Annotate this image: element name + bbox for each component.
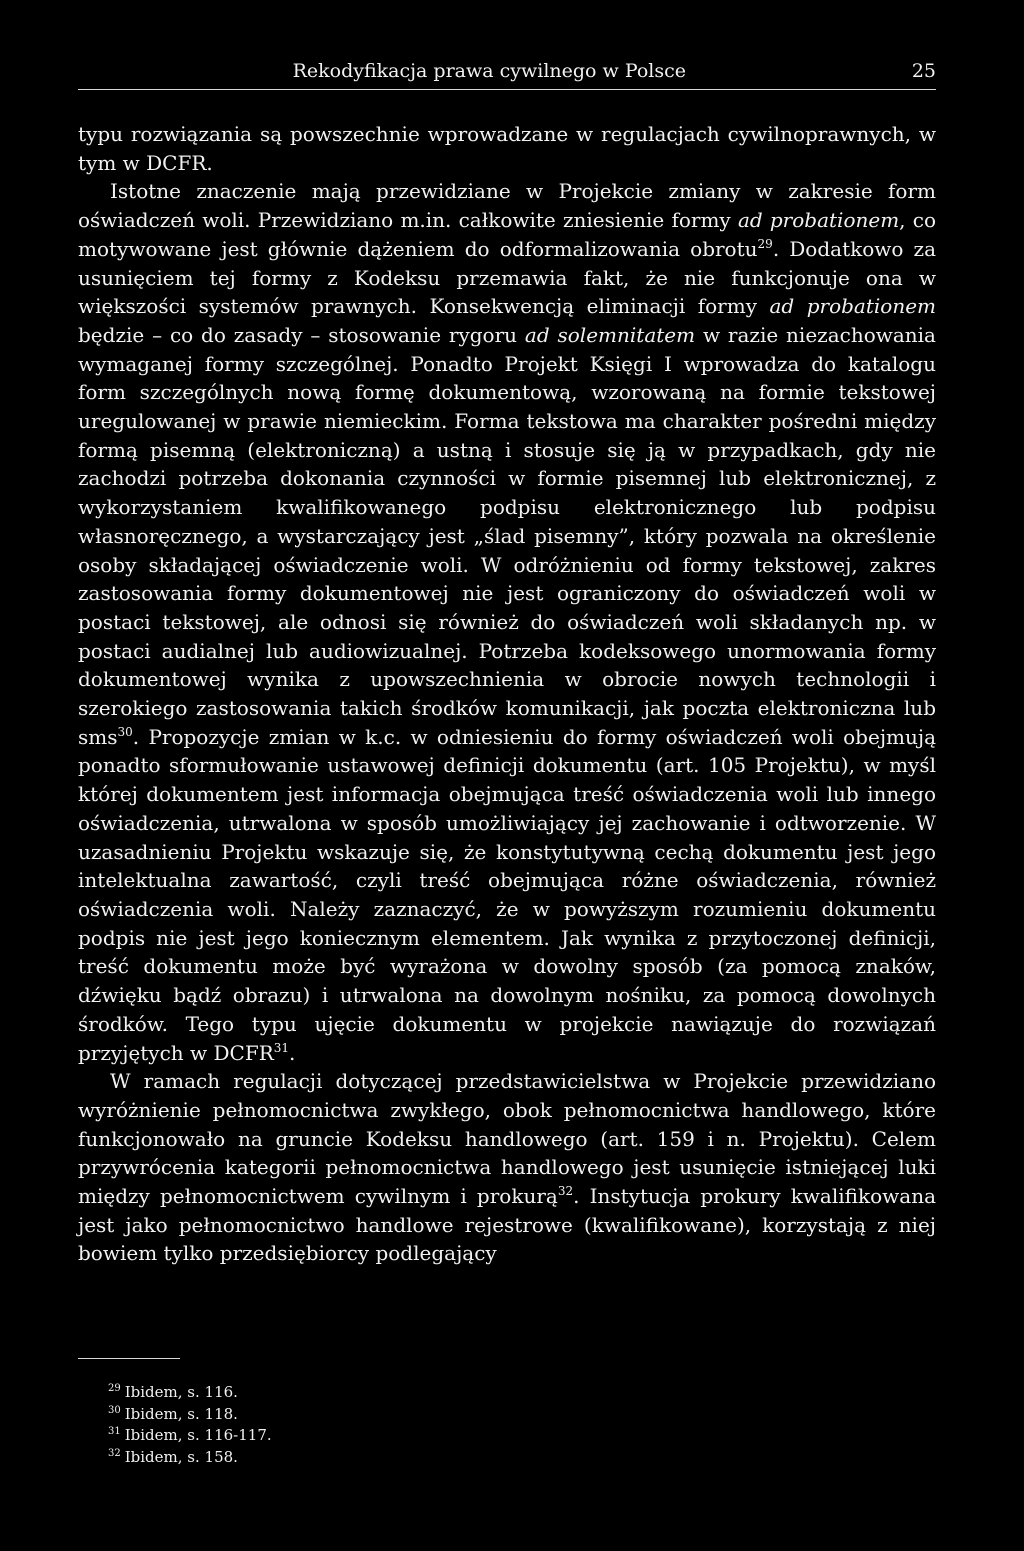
page-number: 25 [911, 60, 936, 82]
italic-term: ad solemnitatem [524, 322, 696, 347]
footnote-reference: 32 [557, 1184, 574, 1199]
footnote-number: 30 [108, 1404, 121, 1416]
footnote-number: 31 [108, 1426, 121, 1437]
paragraph-3 [78, 1067, 936, 1268]
footnote-reference: 31 [273, 1040, 290, 1055]
text-segment: w razie niezachowania wymaganej formy szczególnej. Ponadto Projekt Księgi I wprowadza do katalogu form szczególnych nową formę dokumentową, wzorowaną na formie tekstowej uregulowanej w prawie niemieckim. Forma tekstowa ma charakter pośredni między formą pisemną (elektroniczną) a ustną i stosuje się ją w przypadkach, gdy nie zachodzi potrzeba dokonania czynności w formie pisemnej lub elektronicznej, z wykorzystaniem kwalifikowanego podpisu elektronicznego lub podpisu własnoręcznego, a wystarczający jest „ślad pisemny”, który pozwala na określenie osoby składającej oświadczenie woli. W odróżnieniu od formy tekstowej, zakres zastosowania formy dokumentowej nie jest ograniczony do oświadczeń woli w postaci tekstowej, ale odnosi się również do oświadczeń woli składanych np. w postaci audialnej lub audiowizualnej. Potrzeba kodeksowego unormowania formy dokumentowej wynika z upowszechnienia w obrocie nowych technologii i szerokiego zastosowania takich środków komunikacji, jak poczta elektroniczna lub sms [78, 322, 936, 749]
footnote-30 [108, 1402, 272, 1424]
text-segment: . Instytucja prokury kwalifikowana jest jako pełnomocnictwo handlowe rejestrowe (kwalifikowane), korzystają z niej bowiem tylko przedsiębiorcy podlegający [78, 1184, 937, 1266]
footnote-rule [78, 1358, 180, 1359]
text-segment: W ramach regulacji dotyczącej przedstawicielstwa w Projekcie przewidziano wyróżnienie pełnomocnictwa zwykłego, obok pełnomocnictwa handlowego, które funkcjonowało na gruncie Kodeksu handlowego (art. 159 i n. Projektu). Celem przywrócenia kategorii pełnomocnictwa handlowego jest usunięcie istniejącej luki między pełnomocnictwem cywilnym i prokurą [78, 1069, 936, 1209]
text-segment: typu rozwiązania są powszechnie wprowadzane w regulacjach cywilnoprawnych, w tym w DCFR. [78, 122, 936, 175]
footnotes [108, 1380, 272, 1466]
footnote-32 [108, 1445, 272, 1467]
footnote-31 [108, 1423, 272, 1445]
text-segment: będzie – co do zasady – stosowanie rygoru [78, 322, 525, 347]
footnote-29 [108, 1380, 272, 1402]
footnote-number: 32 [108, 1447, 121, 1459]
footnote-text: Ibidem, s. 158. [124, 1447, 238, 1466]
text-segment: , co motywowane jest głównie dążeniem do odformalizowania obrotu [78, 208, 936, 261]
footnote-reference: 30 [117, 724, 133, 739]
text-segment: . Propozycje zmian w k.c. w odniesieniu do formy oświadczeń woli obejmują ponadto sformułowanie ustawowej definicji dokumentu (art. 105 Projektu), w myśl której dokumentem jest informacja obejmująca treść oświadczenia woli lub innego oświadczenia, utrwalona w sposób umożliwiający jej zachowanie i odtworzenie. W uzasadnieniu Projektu wskazuje się, że konstytutywną cechą dokumentu jest jego intelektualna zawartość, czyli treść obejmująca różne oświadczenia, również oświadczenia woli. Należy zaznaczyć, że w powyższym rozumieniu dokumentu podpis nie jest jego koniecznym elementem. Jak wynika z przytoczonej definicji, treść dokumentu może być wyrażona w dowolny sposób (za pomocą znaków, dźwięku bądź obrazu) i utrwalona na dowolnym nośniku, za pomocą dowolnych środków. Tego typu ujęcie dokumentu w projekcie nawiązuje do rozwiązań przyjętych w DCFR [78, 724, 936, 1065]
footnote-number: 29 [108, 1383, 121, 1394]
italic-term: ad probationem [769, 294, 936, 319]
running-title: Rekodyfikacja prawa cywilnego w Polsce [292, 60, 686, 82]
paragraph-1 [78, 120, 936, 177]
paragraph-2 [78, 177, 936, 1067]
text-segment: . Dodatkowo za usunięciem tej formy z Kodeksu przemawia fakt, że nie funkcjonuje ona w większości systemów prawnych. Konsekwencją eliminacji formy [78, 236, 936, 319]
footnote-reference: 29 [757, 236, 773, 251]
text-segment: Istotne znaczenie mają przewidziane w Projekcie zmiany w zakresie form oświadczeń woli. Przewidziano m.in. całkowite zniesienie formy [78, 179, 936, 233]
footnote-text: Ibidem, s. 116. [124, 1383, 238, 1401]
footnote-text: Ibidem, s. 116-117. [124, 1426, 272, 1444]
header-rule [78, 89, 936, 90]
running-header [78, 60, 936, 86]
body-text [78, 120, 936, 1268]
text-segment: . [289, 1040, 296, 1065]
footnote-text: Ibidem, s. 118. [124, 1404, 238, 1423]
italic-term: ad probationem [737, 208, 900, 233]
